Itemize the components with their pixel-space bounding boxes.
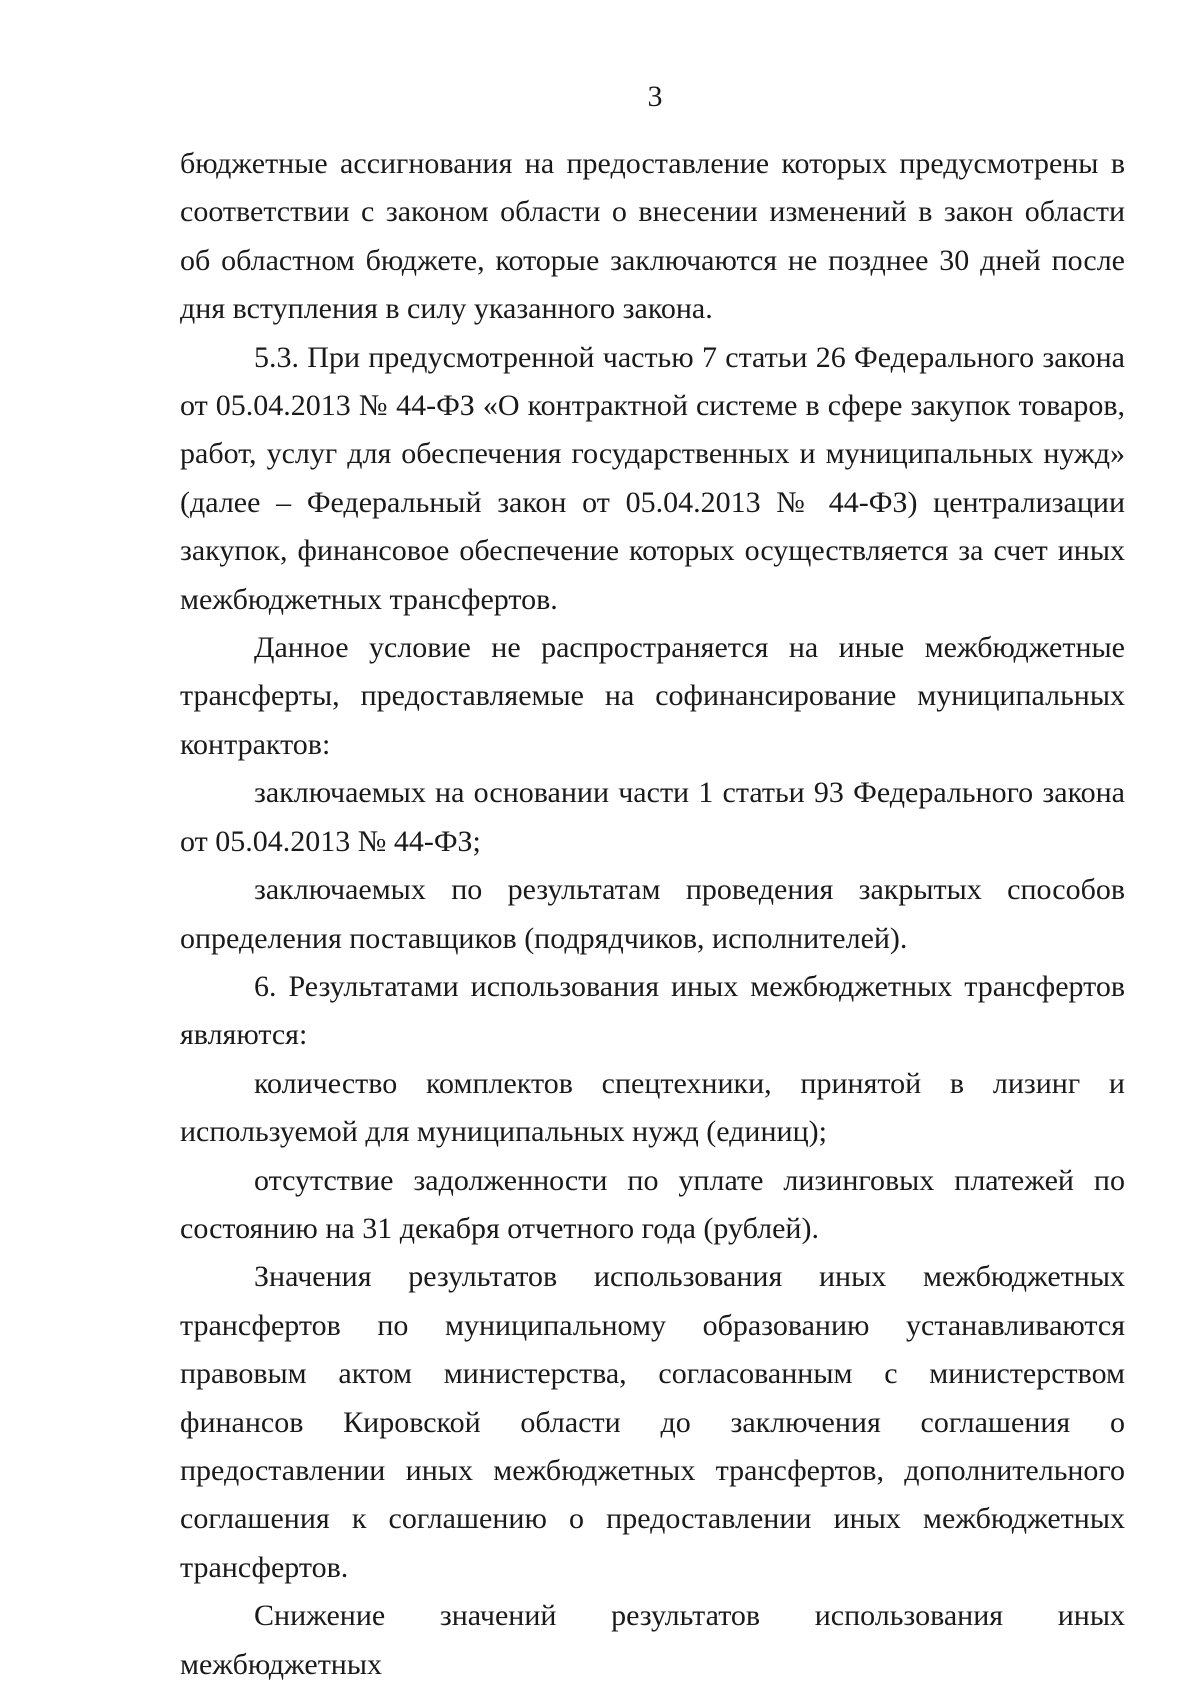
- document-body: [180, 140, 1125, 1689]
- paragraph-result-item-2: отсутствие задолженности по уплате лизинговых платежей по состоянию на 31 декабря отчетного года (рублей).: [180, 1163, 1125, 1245]
- paragraph-result-values: Значения результатов использования иных межбюджетных трансфертов по муниципальному образованию устанавливаются правовым актом министерства, согласованным с министерством финансов Кировской области до заключения соглашения о предоставлении иных межбюджетных трансфертов, дополнительного соглашения к соглашению о предоставлении иных межбюджетных трансфертов.: [180, 1260, 1125, 1584]
- paragraph-condition-exception: Данное условие не распространяется на иные межбюджетные трансферты, предоставляемые на софинансирование муниципальных контрактов:: [180, 631, 1125, 761]
- paragraph-clause-5-3: 5.3. При предусмотренной частью 7 статьи 26 Федерального закона от 05.04.2013 № 44-ФЗ «О контрактной системе в сфере закупок товаров, работ, услуг для обеспечения государственных и муниципальных нужд» (далее – Федеральный закон от 05.04.2013 № 44-ФЗ) централизации закупок, финансовое обеспечение которых осуществляется за счет иных межбюджетных трансфертов.: [180, 340, 1125, 616]
- paragraph-continuation: бюджетные ассигнования на предоставление которых предусмотрены в соответствии с законом области о внесении изменений в закон области об областном бюджете, которые заключаются не позднее 30 дней после дня вступления в силу указанного закона.: [180, 147, 1125, 326]
- paragraph-exception-item-1: заключаемых на основании части 1 статьи 93 Федерального закона от 05.04.2013 № 44-ФЗ;: [180, 776, 1125, 858]
- paragraph-clause-6: 6. Результатами использования иных межбюджетных трансфертов являются:: [180, 969, 1125, 1052]
- paragraph-exception-item-2: заключаемых по результатам проведения закрытых способов определения поставщиков (подрядчиков, исполнителей).: [180, 873, 1125, 955]
- paragraph-result-reduction: Снижение значений результатов использования иных межбюджетных: [180, 1599, 1125, 1681]
- page-number: 3: [647, 80, 663, 113]
- paragraph-result-item-1: количество комплектов спецтехники, принятой в лизинг и используемой для муниципальных нужд (единиц);: [180, 1066, 1125, 1149]
